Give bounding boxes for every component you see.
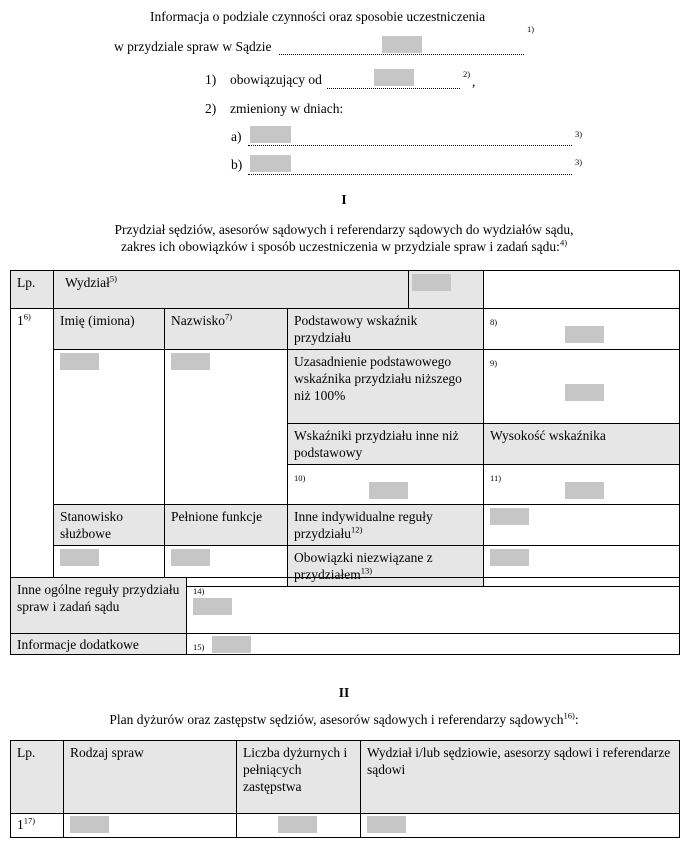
nazwisko-value[interactable] bbox=[165, 350, 288, 505]
section2-number: II bbox=[338, 685, 350, 700]
info-dodatkowe-header: Informacje dodatkowe bbox=[11, 634, 187, 655]
wysokosc-value[interactable] bbox=[484, 465, 680, 505]
imie-header: Imię (imiona) bbox=[54, 309, 165, 350]
wydzial-redacted bbox=[412, 274, 451, 291]
item2-label: zmieniony w dniach: bbox=[230, 101, 344, 116]
wysokosc-header: Wysokość wskaźnika bbox=[484, 424, 680, 465]
item1-label: obowiązujący od bbox=[230, 72, 322, 87]
footnote-marker: 3) bbox=[575, 157, 583, 167]
nazwisko-header: Nazwisko$^{7)}$ bbox=[165, 309, 288, 350]
pelnione-header: Pełnione funkcje bbox=[165, 505, 288, 546]
assignment-table bbox=[10, 270, 680, 587]
section1-title-line2: zakres ich obowiązków i sposób uczestniczenia w przydziale spraw i zadań sądu:$^{4)}$ bbox=[120, 237, 568, 254]
wydzial-header: Wydział$^{5)}$ bbox=[54, 271, 484, 309]
lp-header: Lp. bbox=[11, 271, 54, 309]
obowiazki-redacted bbox=[490, 549, 529, 566]
duty-wydzial-redacted bbox=[367, 816, 406, 833]
inne-reguly-header: Inne indywidualne reguły przydziału$^{12)}$ bbox=[288, 505, 484, 546]
item1-comma: , bbox=[472, 74, 476, 89]
court-label: w przydziale spraw w Sądzie bbox=[114, 39, 272, 54]
uzasadnienie-header: Uzasadnienie podstawowego wskaźnika przydziału niższego niż 100% bbox=[288, 350, 484, 424]
change-a-redacted bbox=[250, 126, 291, 143]
wskazniki-inne-header: Wskaźniki przydziału inne niż podstawowy bbox=[288, 424, 484, 465]
inne-reguly-redacted bbox=[490, 508, 529, 525]
podstawowy-value[interactable] bbox=[484, 309, 680, 350]
nazwisko-redacted bbox=[171, 353, 210, 370]
info-dodatkowe-value[interactable] bbox=[187, 634, 680, 655]
footnote-marker: 10) bbox=[294, 473, 306, 483]
duty-row-number: 1$^{17)}$ bbox=[11, 814, 64, 838]
imie-redacted bbox=[60, 353, 99, 370]
podstawowy-redacted bbox=[565, 326, 604, 343]
duty-lp-header: Lp. bbox=[11, 741, 64, 814]
effective-from-redacted bbox=[374, 69, 414, 86]
pelnione-redacted bbox=[171, 549, 210, 566]
inne-reguly-value[interactable] bbox=[484, 505, 680, 546]
inne-ogolne-redacted bbox=[193, 598, 232, 615]
duty-wydzial-header: Wydział i/lub sędziowie, asesorzy sądowi i referendarze sądowi bbox=[361, 741, 680, 814]
uzasadnienie-redacted bbox=[565, 384, 604, 401]
inne-ogolne-header: Inne ogólne reguły przydziału spraw i zadań sądu bbox=[11, 578, 187, 634]
rodzaj-redacted bbox=[70, 816, 109, 833]
change-b-redacted bbox=[250, 155, 291, 172]
general-rules-table bbox=[10, 577, 680, 655]
wskazniki-inne-value[interactable] bbox=[288, 465, 484, 505]
section2-title: Plan dyżurów oraz zastępstw sędziów, asesorów sądowych i referendarzy sądowych$^{16)}$: bbox=[109, 710, 579, 727]
wysokosc-redacted bbox=[565, 482, 604, 499]
rodzaj-header: Rodzaj spraw bbox=[64, 741, 237, 814]
wskazniki-inne-redacted bbox=[369, 482, 408, 499]
footnote-marker: 8) bbox=[490, 317, 498, 327]
footnote-marker: 1) bbox=[527, 24, 535, 34]
court-field[interactable] bbox=[279, 54, 524, 55]
duty-table bbox=[10, 740, 680, 838]
podstawowy-header: Podstawowy wskaźnik przydziału bbox=[288, 309, 484, 350]
duty-wydzial-value[interactable] bbox=[361, 814, 680, 838]
footnote-marker: 2) bbox=[463, 69, 471, 79]
footnote-marker: 3) bbox=[575, 129, 583, 139]
change-a-field[interactable] bbox=[248, 145, 572, 146]
item1-number: 1) bbox=[205, 72, 217, 87]
court-redacted bbox=[382, 36, 422, 53]
change-a-label: a) bbox=[231, 129, 242, 144]
obowiazki-header: Obowiązki niezwiązane z przydziałem$^{13)}$ bbox=[288, 546, 484, 587]
imie-value[interactable] bbox=[54, 350, 165, 505]
footnote-marker: 15) bbox=[193, 642, 205, 652]
section1-number: I bbox=[341, 192, 347, 207]
stanowisko-header: Stanowisko służbowe bbox=[54, 505, 165, 546]
row-number: 1$^{6)}$ bbox=[11, 309, 54, 587]
form-heading-line1: Informacja o podziale czynności oraz sposobie uczestniczenia bbox=[150, 9, 486, 24]
footnote-marker: 11) bbox=[490, 473, 502, 483]
liczba-redacted bbox=[278, 816, 317, 833]
stanowisko-redacted bbox=[60, 549, 99, 566]
rodzaj-value[interactable] bbox=[64, 814, 237, 838]
change-b-label: b) bbox=[231, 157, 243, 172]
item2-number: 2) bbox=[205, 101, 217, 116]
footnote-marker: 9) bbox=[490, 358, 498, 368]
liczba-header: Liczba dyżurnych i pełniących zastępstwa bbox=[237, 741, 361, 814]
change-b-field[interactable] bbox=[248, 174, 572, 175]
uzasadnienie-value[interactable] bbox=[484, 350, 680, 424]
footnote-marker: 14) bbox=[193, 586, 205, 596]
effective-from-field[interactable] bbox=[327, 88, 460, 89]
section1-title-line1: Przydział sędziów, asesorów sądowych i referendarzy sądowych do wydziałów sądu, bbox=[114, 222, 574, 237]
inne-ogolne-value[interactable] bbox=[187, 578, 680, 634]
wydzial-value[interactable] bbox=[484, 271, 680, 309]
info-dodatkowe-redacted bbox=[212, 636, 251, 653]
liczba-value[interactable] bbox=[237, 814, 361, 838]
